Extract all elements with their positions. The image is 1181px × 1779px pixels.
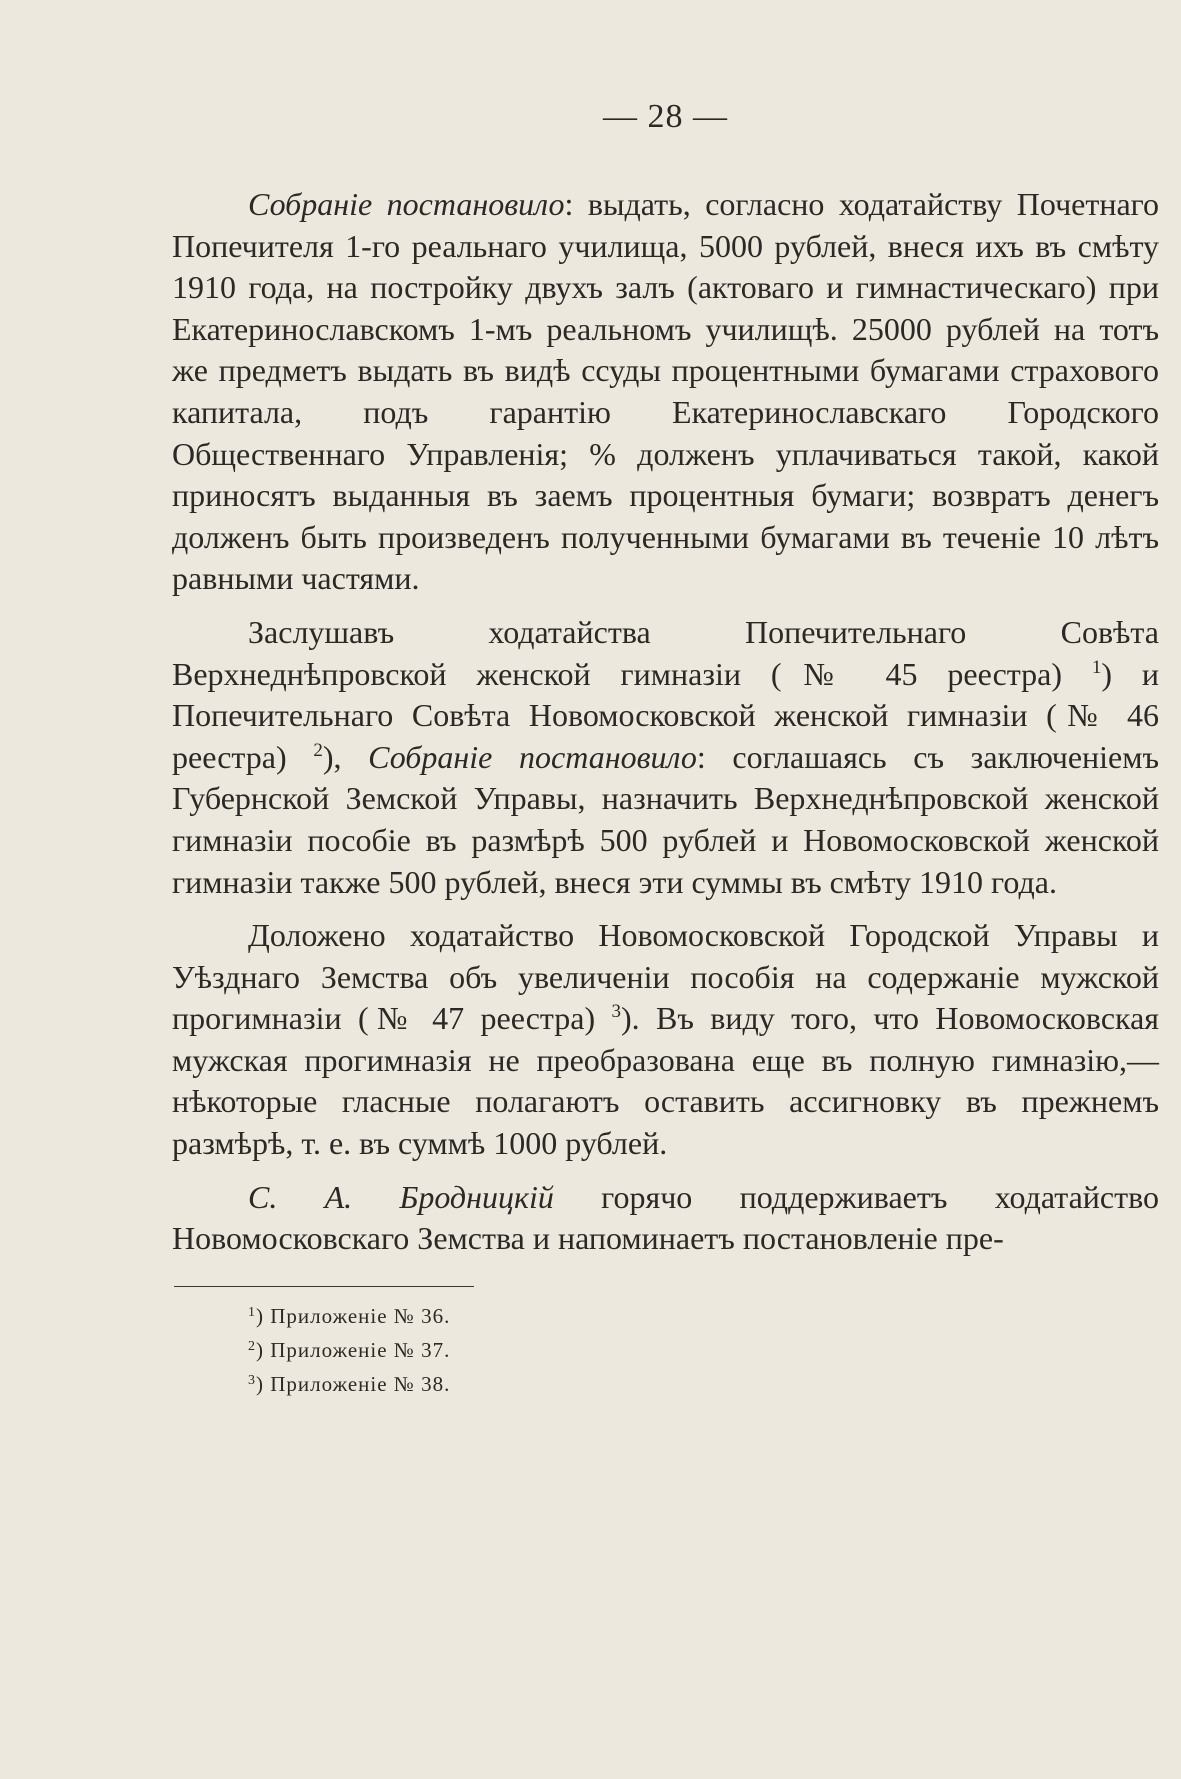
paragraph xyxy=(172,184,1159,600)
footnote-reference: 1 xyxy=(1091,656,1102,678)
text-run: ) и Попечительнаго Совѣта Новомосковской женской гимназіи (№ 46 реестра) xyxy=(172,655,1160,775)
text-run: ). Въ виду того, что Новомосковская мужская прогимназія не преобразована еще въ полную гимназію,—нѣкоторые гласные полагаютъ оставить ассигновку въ прежнемъ размѣрѣ, т. е. въ суммѣ 1000 рублей. xyxy=(172,1000,1159,1162)
footnote-text: ) Приложеніе № 37. xyxy=(256,1337,451,1362)
footnote xyxy=(248,1333,1159,1367)
footnote-text: ) Приложеніе № 38. xyxy=(256,1371,451,1396)
text-run: ), xyxy=(322,738,369,775)
footnote-mark: 2 xyxy=(248,1338,256,1354)
text-run: : выдать, согласно ходатайству Почетнаго Попечителя 1-го реальнаго училища, 5000 рублей, внеся ихъ въ смѣту 1910 года, на постройку двухъ залъ (актоваго и гимнастическаго) при Екатеринославскомъ 1-мъ реальномъ училищѣ. 25000 рублей на тотъ же предметъ выдать въ видѣ ссуды процентными бумагами страхового капитала, подъ гарантію Екатеринославскаго Городского Общественнаго Управленія; % долженъ уплачиваться такой, какой приносятъ выданныя въ заемъ процентныя бумаги; возвратъ денегъ долженъ быть произведенъ полученными бумагами въ теченіе 10 лѣтъ равными частями. xyxy=(172,186,1160,597)
body-text xyxy=(172,184,1159,1260)
footnote-reference: 2 xyxy=(313,739,323,761)
paragraph xyxy=(172,915,1159,1165)
text-run: Заслушавъ ходатайства Попечительнаго Совѣта Верхнеднѣпровской женской гимназіи (№ 45 реестра) xyxy=(172,613,1159,692)
paragraph xyxy=(172,1177,1159,1260)
footnotes xyxy=(172,1299,1159,1401)
page-number: — 28 — xyxy=(603,98,728,135)
footnote-text: ) Приложеніе № 36. xyxy=(256,1303,451,1328)
text-run: Доложено ходатайство Новомосковской Городской Управы и Уѣзднаго Земства объ увеличеніи пособія на содержаніе мужской прогимназіи (№ 47 реестра) xyxy=(172,917,1159,1037)
footnote xyxy=(248,1367,1159,1401)
paragraph xyxy=(172,612,1159,903)
italic-phrase: С. А. Бродницкій xyxy=(248,1178,554,1215)
footnote-divider xyxy=(174,1286,474,1287)
footnote xyxy=(248,1299,1159,1333)
italic-phrase: Собраніе постановило xyxy=(368,738,697,775)
text-run: горячо поддерживаетъ ходатайство Новомосковскаго Земства и напоминаетъ постановленіе пре- xyxy=(172,1178,1160,1257)
footnote-mark: 1 xyxy=(248,1304,256,1320)
text-run: : соглашаясь съ заключеніемъ Губернской Земской Управы, назначить Верхнеднѣпровской женской гимназіи пособіе въ размѣрѣ 500 рублей и Новомосковской женской гимназіи также 500 рублей, внеся эти суммы въ смѣту 1910 года. xyxy=(172,738,1160,900)
italic-phrase: Собраніе постановило xyxy=(248,186,565,222)
footnote-reference: 3 xyxy=(611,1001,621,1023)
footnote-mark: 3 xyxy=(248,1372,256,1388)
